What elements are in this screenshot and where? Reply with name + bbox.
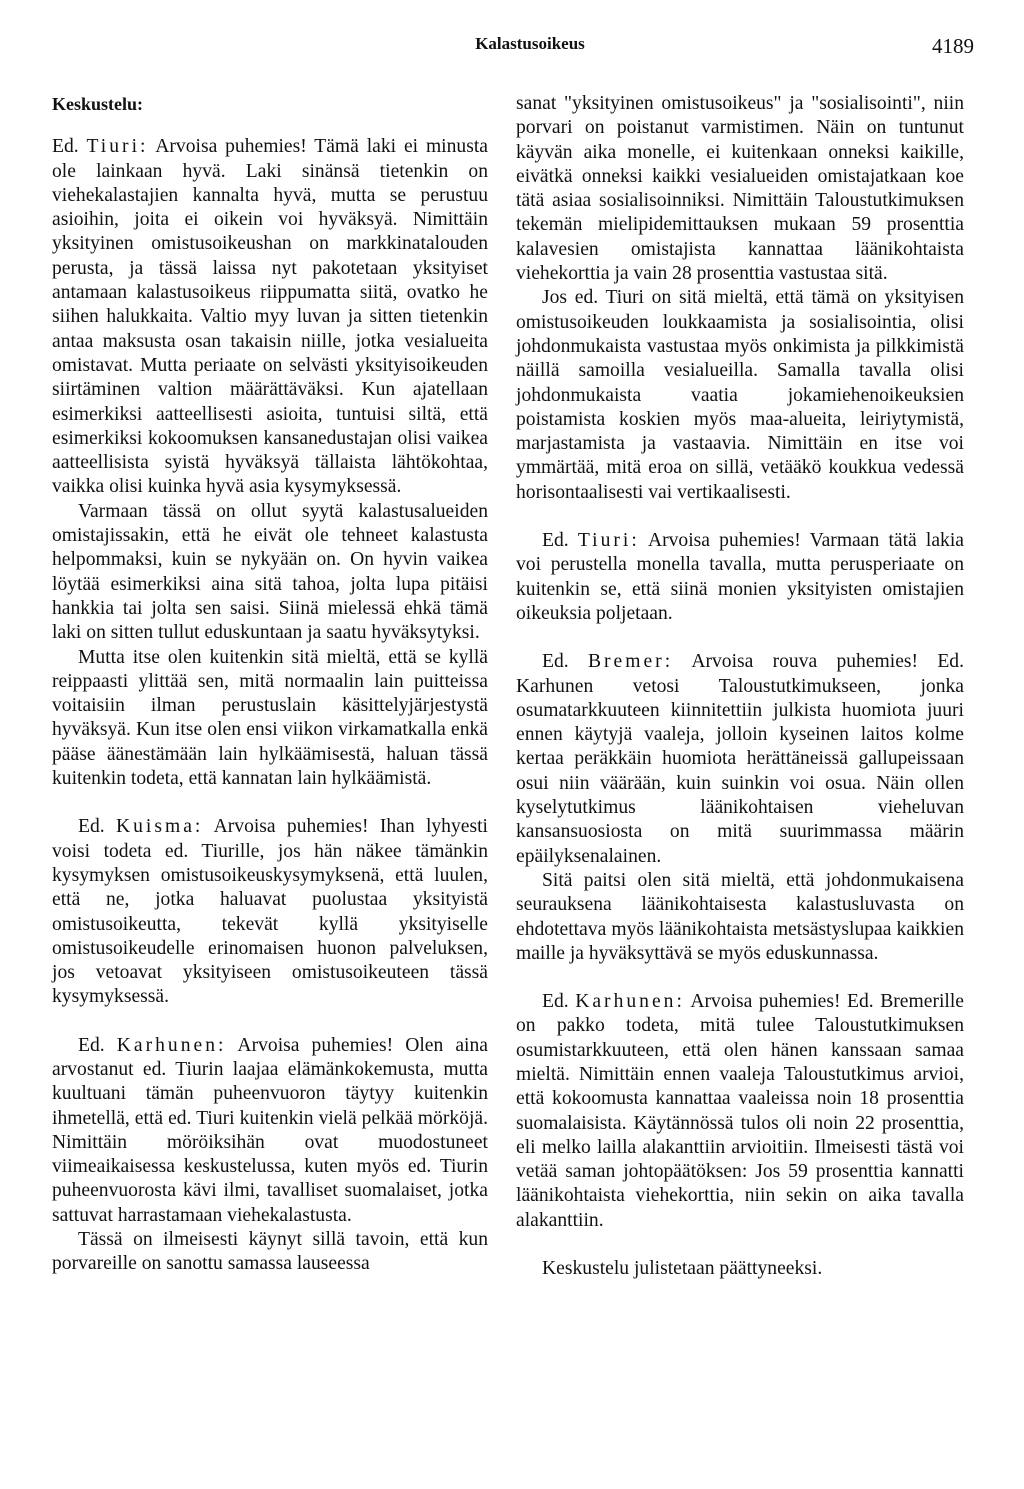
speaker-prefix: Ed.: [52, 136, 79, 158]
page-number: 4189: [932, 34, 974, 58]
section-heading: Keskustelu:: [52, 94, 144, 114]
speaker-name: Kuisma:: [115, 816, 204, 838]
running-title: Kalastusoikeus: [475, 34, 585, 53]
closing-statement: Keskustelu julistetaan päättyneeksi.: [542, 1258, 823, 1280]
paragraph: Jos ed. Tiuri on sitä mieltä, että tämä on yksityisen omistusoikeuden loukkaamista ja sosialisointia, olisi johdonmukaista vastustaa myös onkimista ja pilkkimistä näillä samoilla vesialueilla. Samalla tavalla olisi johdonmukaista vaatia jokamiehenoikeuksien poistamista koskien myös maa-alueita, leiriytymistä, marjastamista ja vastaavia. Nimittäin en itse voi ymmärtää, mitä eroa on sillä, vetääkö koukkua vedessä horisontaalisesti vai vertikaalisesti.: [516, 287, 964, 503]
speech-tiuri-2: [516, 529, 964, 626]
speaker-prefix: Ed.: [78, 816, 105, 838]
speaker-prefix: Ed.: [542, 991, 569, 1013]
paragraph-continued: sanat "yksityinen omistusoikeus" ja "sosialisointi", niin porvari on poistanut varmistimen. Näin on tuntunut käyvän aika monelle, ei kuitenkaan onneksi kaikille, eivätkä onneksi kaikki vesialueiden omistajatkaan koe tätä asiaa sosialisoinniksi. Nimittäin Taloustutkimuksen tekemän mielipidemittauksen mukaan 59 prosenttia kalavesien omistajista kannattaa läänikohtaista viehekorttia ja vain 28 prosenttia vastustaa sitä.: [516, 93, 964, 285]
left-column: [52, 92, 488, 1277]
speech-text: Arvoisa puhemies! Ihan lyhyesti voisi todeta ed. Tiurille, jos hän näkee tämänkin kysymyksen omistusoikeuskysymyksenä, että luulen, että ne, jotka haluavat puolustaa yksityistä omistusoikeutta, tekevät kyllä yksityiselle omistusoikeudelle erinomaisen huonon palveluksen, jos vetoavat yksityiseen omistusoikeuteen tässä kysymyksessä.: [52, 816, 488, 1008]
speaker-prefix: Ed.: [78, 1034, 105, 1056]
speaker-name: Karhunen:: [116, 1034, 227, 1056]
speaker-name: Karhunen:: [575, 991, 685, 1013]
speaker-name: Tiuri:: [86, 136, 149, 158]
speaker-name: Tiuri:: [577, 530, 640, 552]
paragraph: Sitä paitsi olen sitä mieltä, että johdonmukaisena seurauksena läänikohtaisesta kalastusluvasta on ehdotettava myös läänikohtaista metsästyslupaa kaikkien maille ja hyväksyttävä se myös eduskunnassa.: [516, 869, 964, 964]
speaker-prefix: Ed.: [542, 530, 569, 552]
speaker-prefix: Ed.: [542, 651, 569, 673]
speech-karhunen-1: [52, 1034, 488, 1228]
speech-tiuri-1: [52, 135, 488, 499]
speech-text: Arvoisa puhemies! Varmaan tätä lakia voi perustella monella tavalla, mutta perusperiaate on kuitenkin se, että siinä monien yksityisten omistajien oikeuksia poljetaan.: [516, 530, 964, 624]
speech-karhunen-2: [516, 990, 964, 1233]
paragraph: Tässä on ilmeisesti käynyt sillä tavoin, että kun porvareille on sanottu samassa lauseessa: [52, 1229, 488, 1275]
paragraph: Mutta itse olen kuitenkin sitä mieltä, että se kyllä reippaasti ylittää sen, mitä normaalin lain puitteissa voitaisiin ilman perustuslain käsittelyjärjestystä hyväksyä. Kun itse olen ensi viikon virkamatkalla enkä pääse äänestämään lain hylkäämisestä, haluan tässä kuitenkin todeta, että kannatan lain hylkäämistä.: [52, 646, 488, 790]
speech-text: Arvoisa puhemies! Tämä laki ei minusta ole lainkaan hyvä. Laki sinänsä tietenkin on viehekalastajien kannalta hyvä, mutta se perustuu asioihin, joita ei oikein voi hyväksyä. Nimittäin yksityinen omistusoikeushan on markkinatalouden perusta, ja tässä laissa nyt pakotetaan yksityiset antamaan kalastusoikeus riippumatta siitä, ovatko he siihen halukkaita. Valtio myy luvan ja sitten tietenkin antaa maksusta osan takaisin niille, jotka vesialueita omistavat. Mutta periaate on selvästi yksityisoikeuden siirtäminen valtion määrättäväksi. Kun ajatellaan esimerkiksi aatteellisesti asioita, tuntuisi siltä, että esimerkiksi kokoomuksen kansanedustajan olisi vaikea aatteellisista syistä hyväksyä tällaista lähtökohtaa, vaikka olisi kuinka hyvä asia kysymyksessä.: [52, 136, 488, 498]
right-column: [516, 92, 964, 1281]
speech-text: Arvoisa puhemies! Olen aina arvostanut ed. Tiurin laajaa elämänkokemusta, mutta kuultuani tämän puheenvuoron täytyy kuitenkin ihmetellä, että ed. Tiuri kuitenkin vielä pelkää mörköjä. Nimittäin möröiksihän ovat muodostuneet viimeaikaisessa keskustelussa, kuten myös ed. Tiurin puheenvuorosta kävi ilmi, tavalliset suomalaiset, jotka sattuvat harrastamaan viehekalastusta.: [52, 1034, 488, 1226]
speech-kuisma: [52, 815, 488, 1009]
paragraph: Varmaan tässä on ollut syytä kalastusalueiden omistajissakin, että he eivät ole tehneet kalastusta helpommaksi, kuin se nykyään on. On hyvin vaikea löytää esimerkiksi aina sitä tahoa, jolta lupa pitäisi hankkia tai jolta sen saisi. Siinä mielessä ehkä tämä laki on sitten tullut eduskuntaan ja saatu hyväksytyksi.: [52, 500, 488, 644]
speech-text: Arvoisa puhemies! Ed. Bremerille on pakko todeta, mitä tulee Taloustutkimuksen osumistarkkuuteen, että olen hänen kanssaan samaa mieltä. Nimittäin ennen vaaleja Taloustutkimus arvioi, että kokoomusta kannattaa vaaleissa noin 18 prosenttia suomalaisista. Käytännössä tulos oli noin 22 prosenttia, eli melko lailla alakanttiin arvioitiin. Ilmeisesti tästä voi vetää saman johtopäätöksen: Jos 59 prosenttia kannatti läänikohtaista viehekorttia, niin sekin on aika tavalla alakanttiin.: [516, 991, 964, 1231]
speech-bremer: [516, 650, 964, 869]
speech-text: Arvoisa rouva puhemies! Ed. Karhunen vetosi Taloustutkimukseen, jonka osumatarkkuuteen kiinnitettiin julkista huomiota juuri ennen käytyjä vaaleja, jolloin kyseinen laitos kolme kertaa peräkkäin huomiota herättäneissä gallupeissaan osui niin väärään, kuin suinkin voi osua. Näin ollen kyselytutkimus läänikohtaisen vieheluvan kansansuosiosta on mitä suurimmassa määrin epäilyksenalainen.: [516, 651, 964, 867]
speaker-name: Bremer:: [587, 651, 674, 673]
